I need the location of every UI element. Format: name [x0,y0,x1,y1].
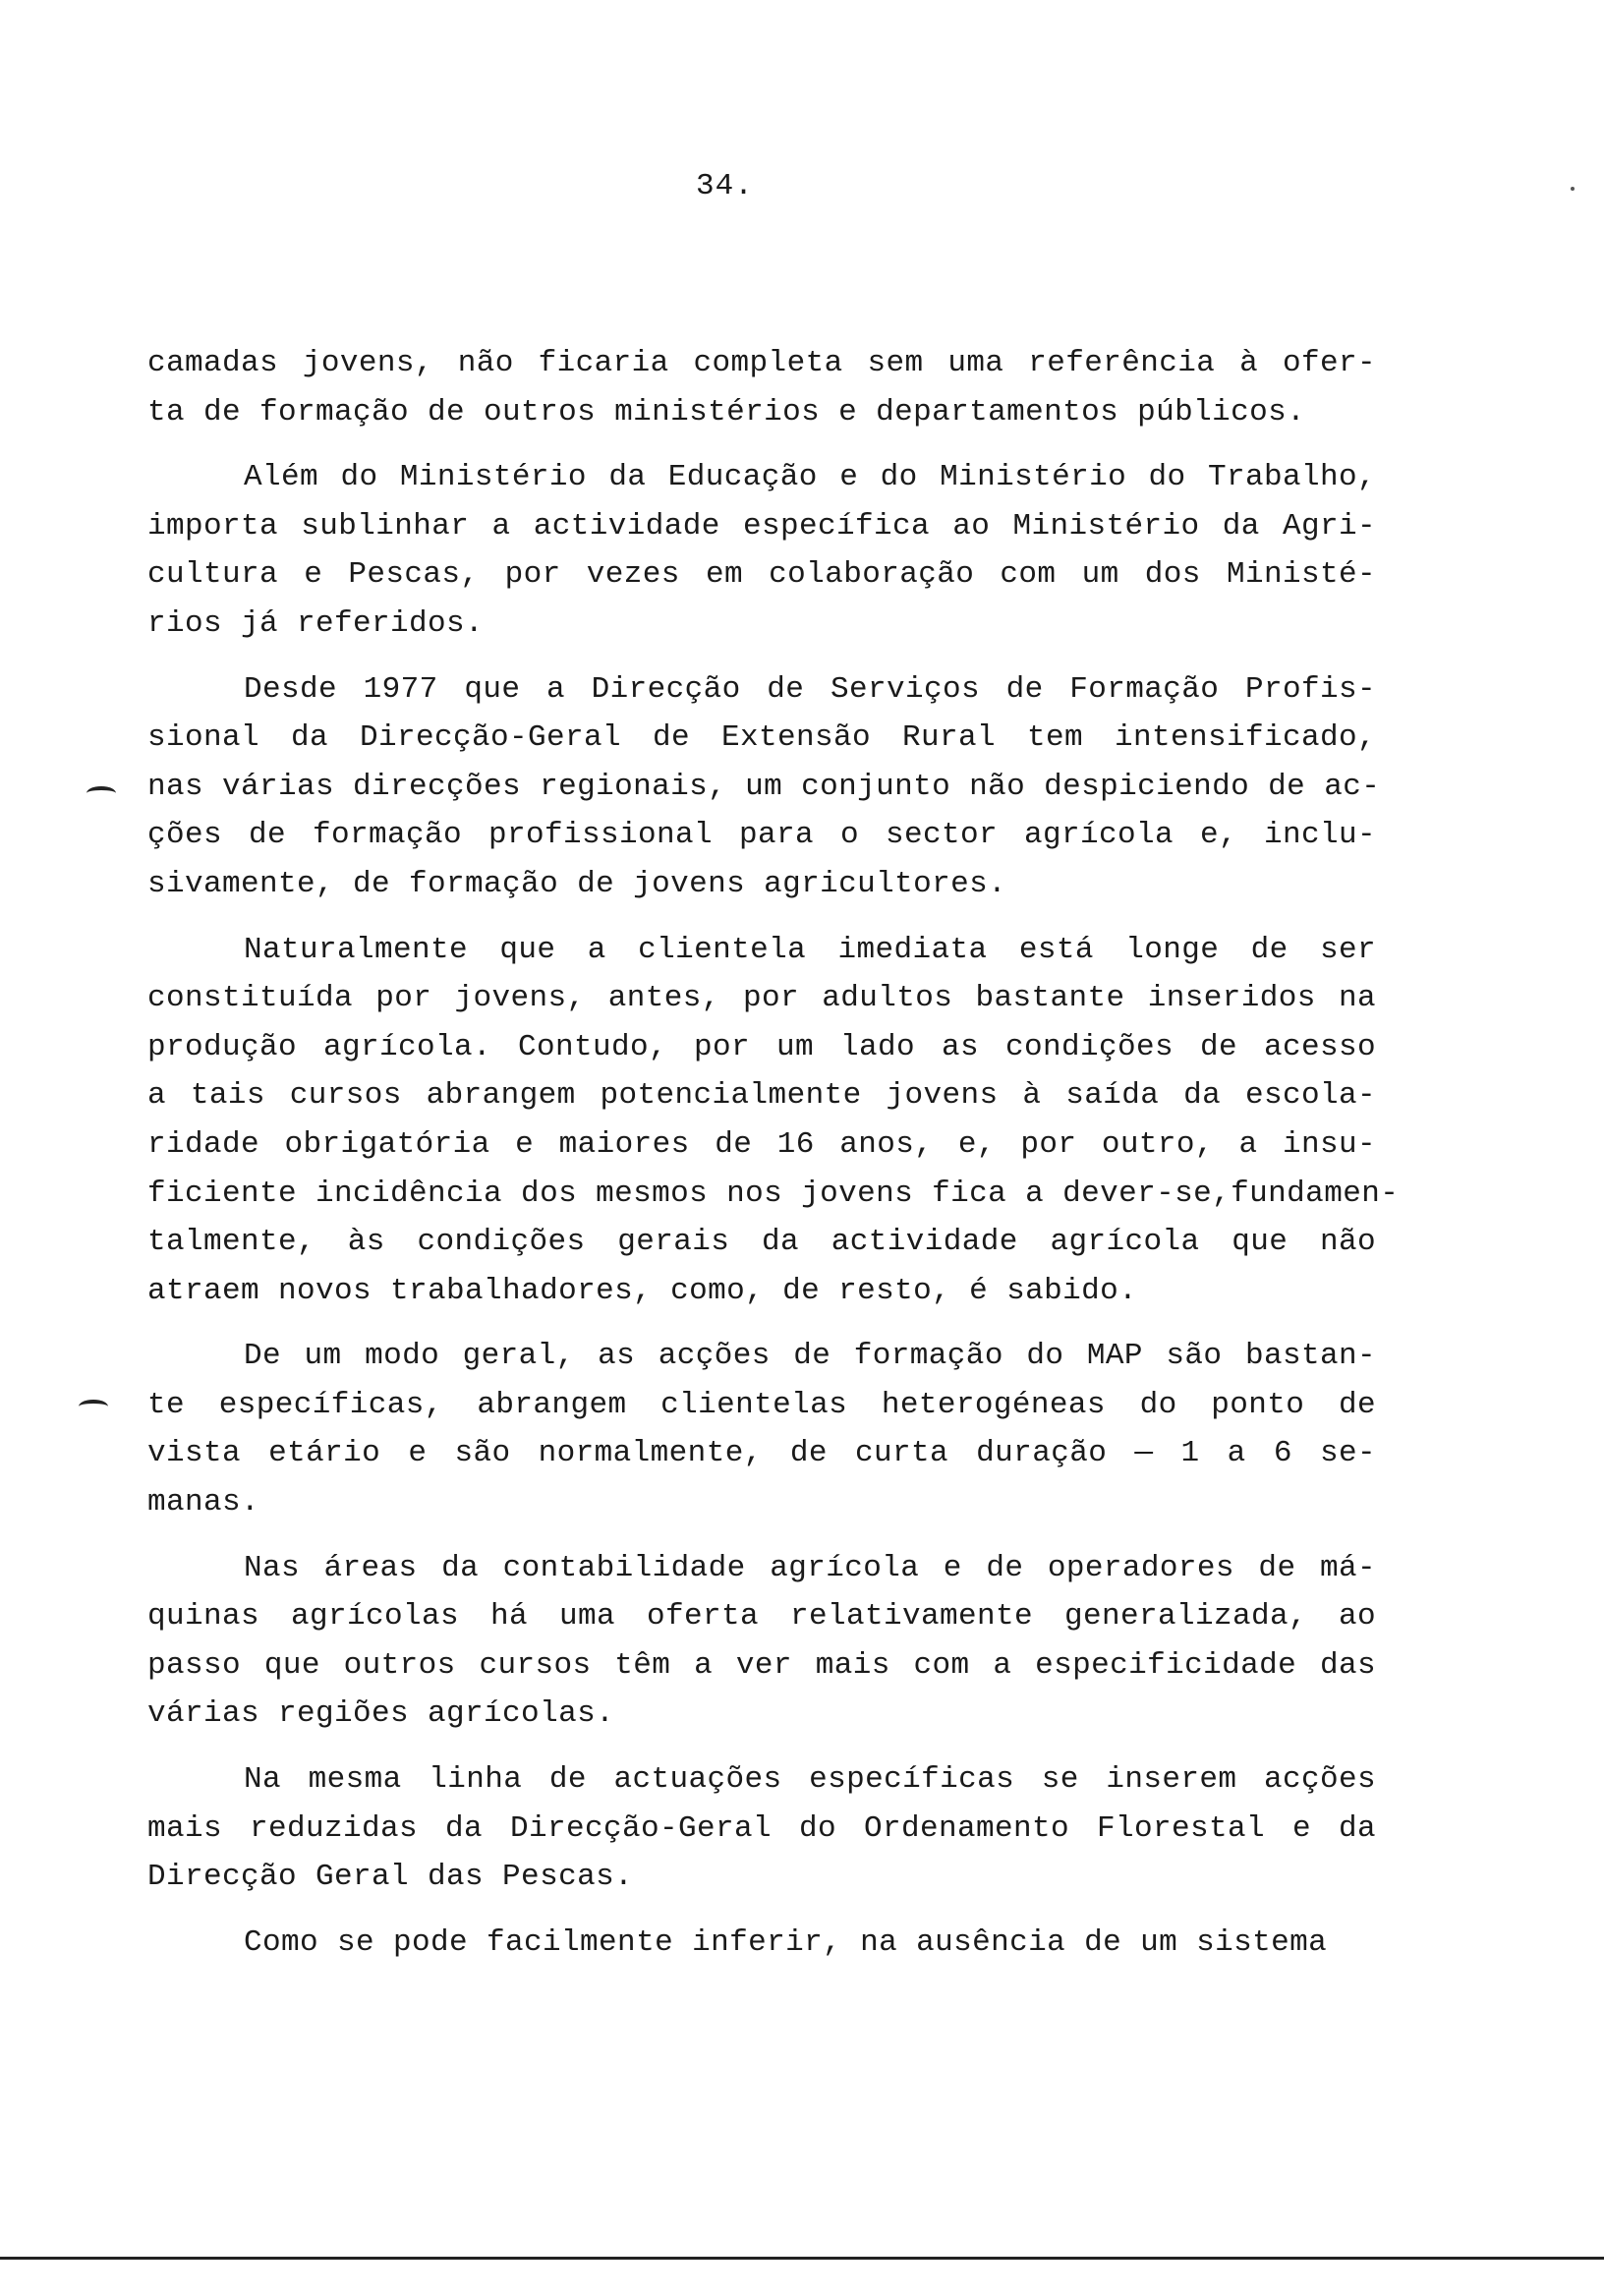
text-line: várias regiões agrícolas. [147,1696,615,1732]
paragraph-7 [147,1755,1376,1902]
paragraph-8 [147,1919,1376,1968]
margin-mark [79,1400,108,1413]
text-line: cultura e Pescas, por vezes em colaboração com um dos Ministé- [147,557,1376,593]
text-line: Naturalmente que a clientela imediata está longe de ser [244,932,1376,967]
text-line: ridade obrigatória e maiores de 16 anos, e, por outro, a insu- [147,1126,1376,1162]
paragraph-6 [147,1544,1376,1739]
text-line: manas. [147,1485,260,1521]
text-line: importa sublinhar a actividade específica ao Ministério da Agri- [147,508,1376,544]
document-body [147,339,1400,1983]
text-line: sional da Direcção-Geral de Extensão Rural tem intensificado, [147,720,1376,756]
text-line: te específicas, abrangem clientelas heterogéneas do ponto de [147,1387,1376,1422]
text-line: mais reduzidas da Direcção-Geral do Ordenamento Florestal e da [147,1810,1376,1846]
text-line: ções de formação profissional para o sector agrícola e, inclu- [147,818,1376,853]
text-line: Direcção Geral das Pescas. [147,1860,634,1895]
text-line: produção agrícola. Contudo, por um lado as condições de acesso [147,1029,1376,1064]
paragraph-5 [147,1332,1376,1526]
bottom-rule [0,2257,1604,2260]
text-line: vista etário e são normalmente, de curta duração — 1 a 6 se- [147,1436,1376,1471]
text-line: rios já referidos. [147,605,485,641]
text-line: atraem novos trabalhadores, como, de resto, é sabido. [147,1273,1138,1308]
stray-dot [1571,187,1575,191]
text-line: quinas agrícolas há uma oferta relativamente generalizada, ao [147,1599,1376,1635]
page-number: 34. [696,169,754,203]
text-line: De um modo geral, as acções de formação do MAP são bastan- [244,1339,1376,1374]
paragraph-3 [147,665,1381,909]
text-line: nas várias direcções regionais, um conjunto não despiciendo de ac- [147,769,1381,804]
paragraph-2 [147,453,1376,648]
text-line: Na mesma linha de actuações específicas se inserem acções [244,1762,1376,1798]
margin-mark [86,786,116,800]
text-line: sivamente, de formação de jovens agricultores. [147,866,1007,901]
text-line: ta de formação de outros ministérios e departamentos públicos. [147,394,1306,430]
text-line: Nas áreas da contabilidade agrícola e de operadores de má- [244,1550,1376,1585]
text-line: Como se pode facilmente inferir, na ausência de um sistema [244,1924,1328,1960]
paragraph-1 [147,339,1376,436]
text-line: a tais cursos abrangem potencialmente jovens à saída da escola- [147,1078,1376,1114]
text-line: camadas jovens, não ficaria completa sem uma referência à ofer- [147,346,1376,380]
text-line: ficiente incidência dos mesmos nos jovens fica a dever-se,fundamen- [147,1176,1400,1211]
text-line: talmente, às condições gerais da actividade agrícola que não [147,1225,1376,1260]
text-line: Desde 1977 que a Direcção de Serviços de Formação Profis- [244,671,1376,707]
text-line: constituída por jovens, antes, por adultos bastante inseridos na [147,981,1376,1016]
text-line: Além do Ministério da Educação e do Ministério do Trabalho, [244,460,1376,495]
text-line: passo que outros cursos têm a ver mais com a especificidade das [147,1647,1376,1683]
paragraph-4 [147,926,1400,1316]
